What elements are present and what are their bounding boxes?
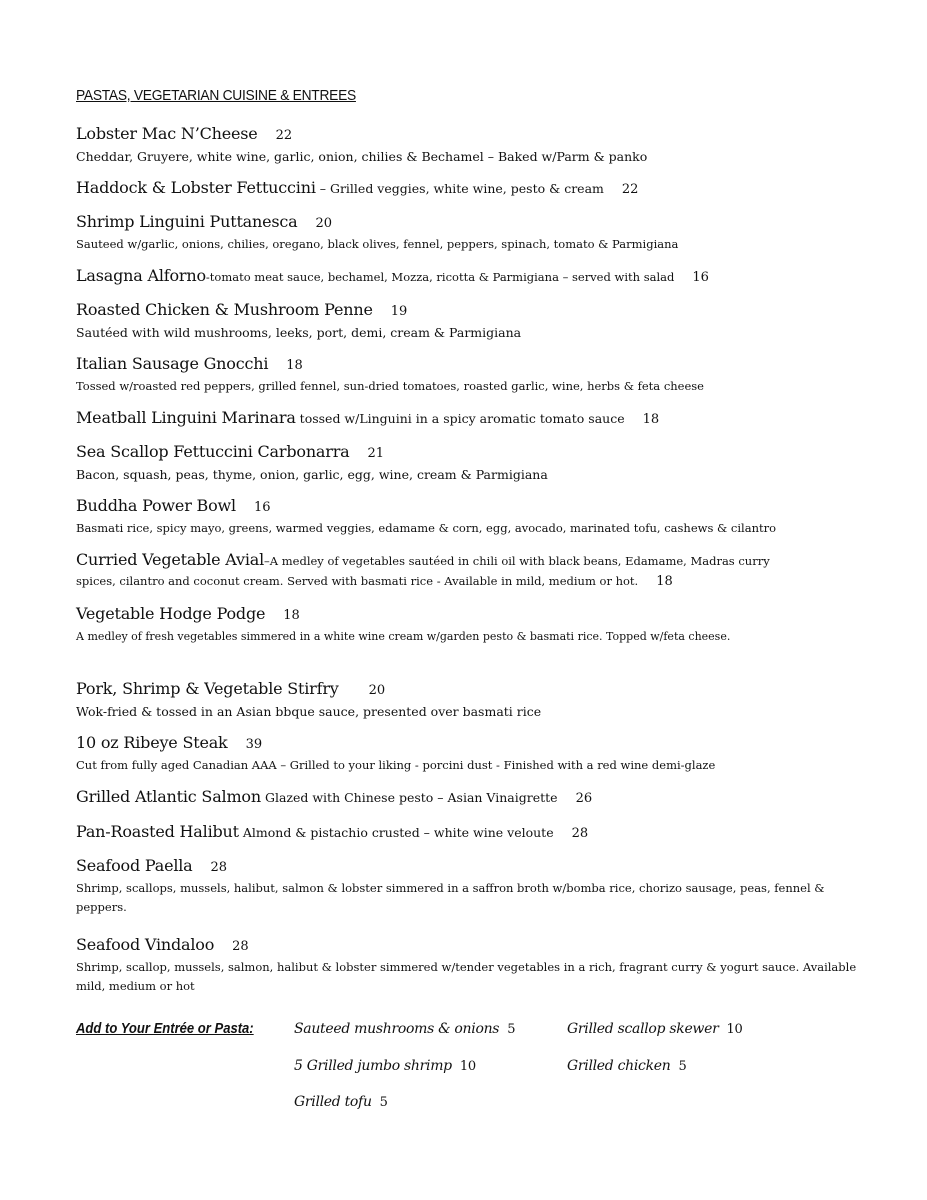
addon-name: Grilled chicken	[567, 1058, 671, 1074]
item-price: 28	[210, 860, 228, 875]
item-name: Lasagna Alforno	[76, 266, 206, 285]
item-name: Lobster Mac N’Cheese	[76, 124, 258, 143]
item-name: Grilled Atlantic Salmon	[76, 787, 261, 806]
menu-item	[76, 407, 896, 431]
item-name: Shrimp Linguini Puttanesca	[76, 212, 298, 231]
item-description: Bacon, squash, peas, thyme, onion, garlic, egg, wine, cream & Parmigiana	[76, 467, 548, 482]
item-price: 18	[283, 608, 300, 623]
item-description: Almond & pistachio crusted – white wine veloute	[242, 825, 554, 840]
addon-option	[294, 1058, 476, 1074]
menu-item	[76, 353, 896, 396]
menu-item	[76, 934, 896, 996]
item-price: 16	[692, 270, 709, 285]
item-name: Italian Sausage Gnocchi	[76, 354, 269, 373]
item-price: 20	[315, 216, 333, 231]
item-description: tossed w/Linguini in a spicy aromatic tomato sauce	[299, 411, 625, 426]
item-name: Roasted Chicken & Mushroom Penne	[76, 300, 373, 319]
item-description: Basmati rice, spicy mayo, greens, warmed veggies, edamame & corn, egg, avocado, marinated tofu, cashews & cilantro	[76, 521, 777, 535]
item-description: Cheddar, Gruyere, white wine, garlic, onion, chilies & Bechamel – Baked w/Parm & panko	[76, 149, 648, 164]
addon-name: Sauteed mushrooms & onions	[294, 1021, 500, 1037]
item-name: 10 oz Ribeye Steak	[76, 733, 228, 752]
menu-item	[76, 603, 896, 646]
item-price: 22	[275, 128, 293, 143]
item-price: 18	[656, 574, 673, 589]
item-description: –A medley of vegetables sautéed in chili oil with black beans, Edamame, Madras curry	[264, 554, 770, 568]
item-price: 39	[245, 737, 263, 752]
menu-item	[76, 265, 896, 289]
item-price: 26	[575, 791, 593, 806]
item-name: Buddha Power Bowl	[76, 496, 236, 515]
item-description: Shrimp, scallop, mussels, salmon, halibut & lobster simmered w/tender vegetables in a rich, fragrant curry & yogurt sauce. Available mild, medium or hot	[76, 960, 857, 993]
item-name: Meatball Linguini Marinara	[76, 408, 296, 427]
item-description: Tossed w/roasted red peppers, grilled fennel, sun-dried tomatoes, roasted garlic, wine, herbs & feta cheese	[76, 379, 704, 393]
item-description: Shrimp, scallops, mussels, halibut, salmon & lobster simmered in a saffron broth w/bomba rice, chorizo sausage, peas, fennel & peppers.	[76, 881, 825, 914]
addon-price: 5	[379, 1095, 388, 1110]
item-name: Seafood Paella	[76, 856, 193, 875]
addon-price: 5	[507, 1022, 516, 1037]
item-price: 19	[390, 304, 408, 319]
addon-option	[567, 1058, 686, 1074]
menu-item	[76, 549, 896, 591]
item-price: 18	[286, 358, 303, 373]
item-price: 20	[368, 683, 386, 698]
item-price: 22	[621, 182, 639, 197]
item-description: Glazed with Chinese pesto – Asian Vinaigrette	[264, 790, 558, 805]
item-price: 28	[571, 826, 589, 841]
item-price: 28	[232, 939, 249, 954]
item-price: 16	[253, 500, 271, 515]
item-description-continued: spices, cilantro and coconut cream. Served with basmati rice - Available in mild, medium or hot.	[76, 574, 639, 588]
item-name: Pan-Roasted Halibut	[76, 822, 239, 841]
item-description: -tomato meat sauce, bechamel, Mozza, ricotta & Parmigiana – served with salad	[205, 270, 675, 284]
item-description: Sautéed with wild mushrooms, leeks, port, demi, cream & Parmigiana	[76, 325, 522, 340]
section-title: PASTAS, VEGETARIAN CUISINE & ENTREES	[76, 87, 356, 104]
item-description: – Grilled veggies, white wine, pesto & cream	[319, 181, 604, 196]
menu-item	[76, 678, 896, 721]
item-description: A medley of fresh vegetables simmered in a white wine cream w/garden pesto & basmati rice. Topped w/feta cheese.	[76, 630, 731, 643]
menu-item	[76, 495, 896, 538]
addon-name: Grilled scallop skewer	[567, 1021, 719, 1037]
menu-item	[76, 299, 896, 342]
item-price: 21	[367, 446, 385, 461]
item-name: Curried Vegetable Avial	[76, 550, 265, 569]
item-name: Vegetable Hodge Podge	[76, 604, 266, 623]
addon-name: Grilled tofu	[294, 1094, 372, 1110]
item-description: Wok-fried & tossed in an Asian bbque sauce, presented over basmati rice	[76, 704, 542, 719]
item-name: Pork, Shrimp & Vegetable Stirfry	[76, 679, 339, 698]
menu-item	[76, 821, 896, 845]
addon-option	[567, 1021, 742, 1037]
addon-price: 10	[459, 1059, 476, 1074]
menu-item	[76, 786, 896, 810]
menu-item	[76, 441, 896, 484]
addon-option	[294, 1021, 515, 1037]
menu-item	[76, 732, 896, 775]
menu-item	[76, 123, 896, 166]
addon-price: 5	[678, 1059, 687, 1074]
menu-item	[76, 211, 896, 254]
item-name: Haddock & Lobster Fettuccini	[76, 178, 316, 197]
item-description: Cut from fully aged Canadian AAA – Grilled to your liking - porcini dust - Finished with a red wine demi-glaze	[76, 758, 716, 772]
addons-label: Add to Your Entrée or Pasta:	[76, 1021, 254, 1037]
menu-item	[76, 177, 896, 201]
item-price: 18	[642, 412, 660, 427]
item-description: Sauteed w/garlic, onions, chilies, oregano, black olives, fennel, peppers, spinach, tomato & Parmigiana	[76, 237, 679, 251]
item-name: Sea Scallop Fettuccini Carbonarra	[76, 442, 350, 461]
addon-price: 10	[726, 1022, 743, 1037]
menu-item	[76, 855, 896, 917]
item-name: Seafood Vindaloo	[76, 935, 215, 954]
addon-name: 5 Grilled jumbo shrimp	[294, 1058, 452, 1074]
addon-option	[294, 1094, 388, 1110]
